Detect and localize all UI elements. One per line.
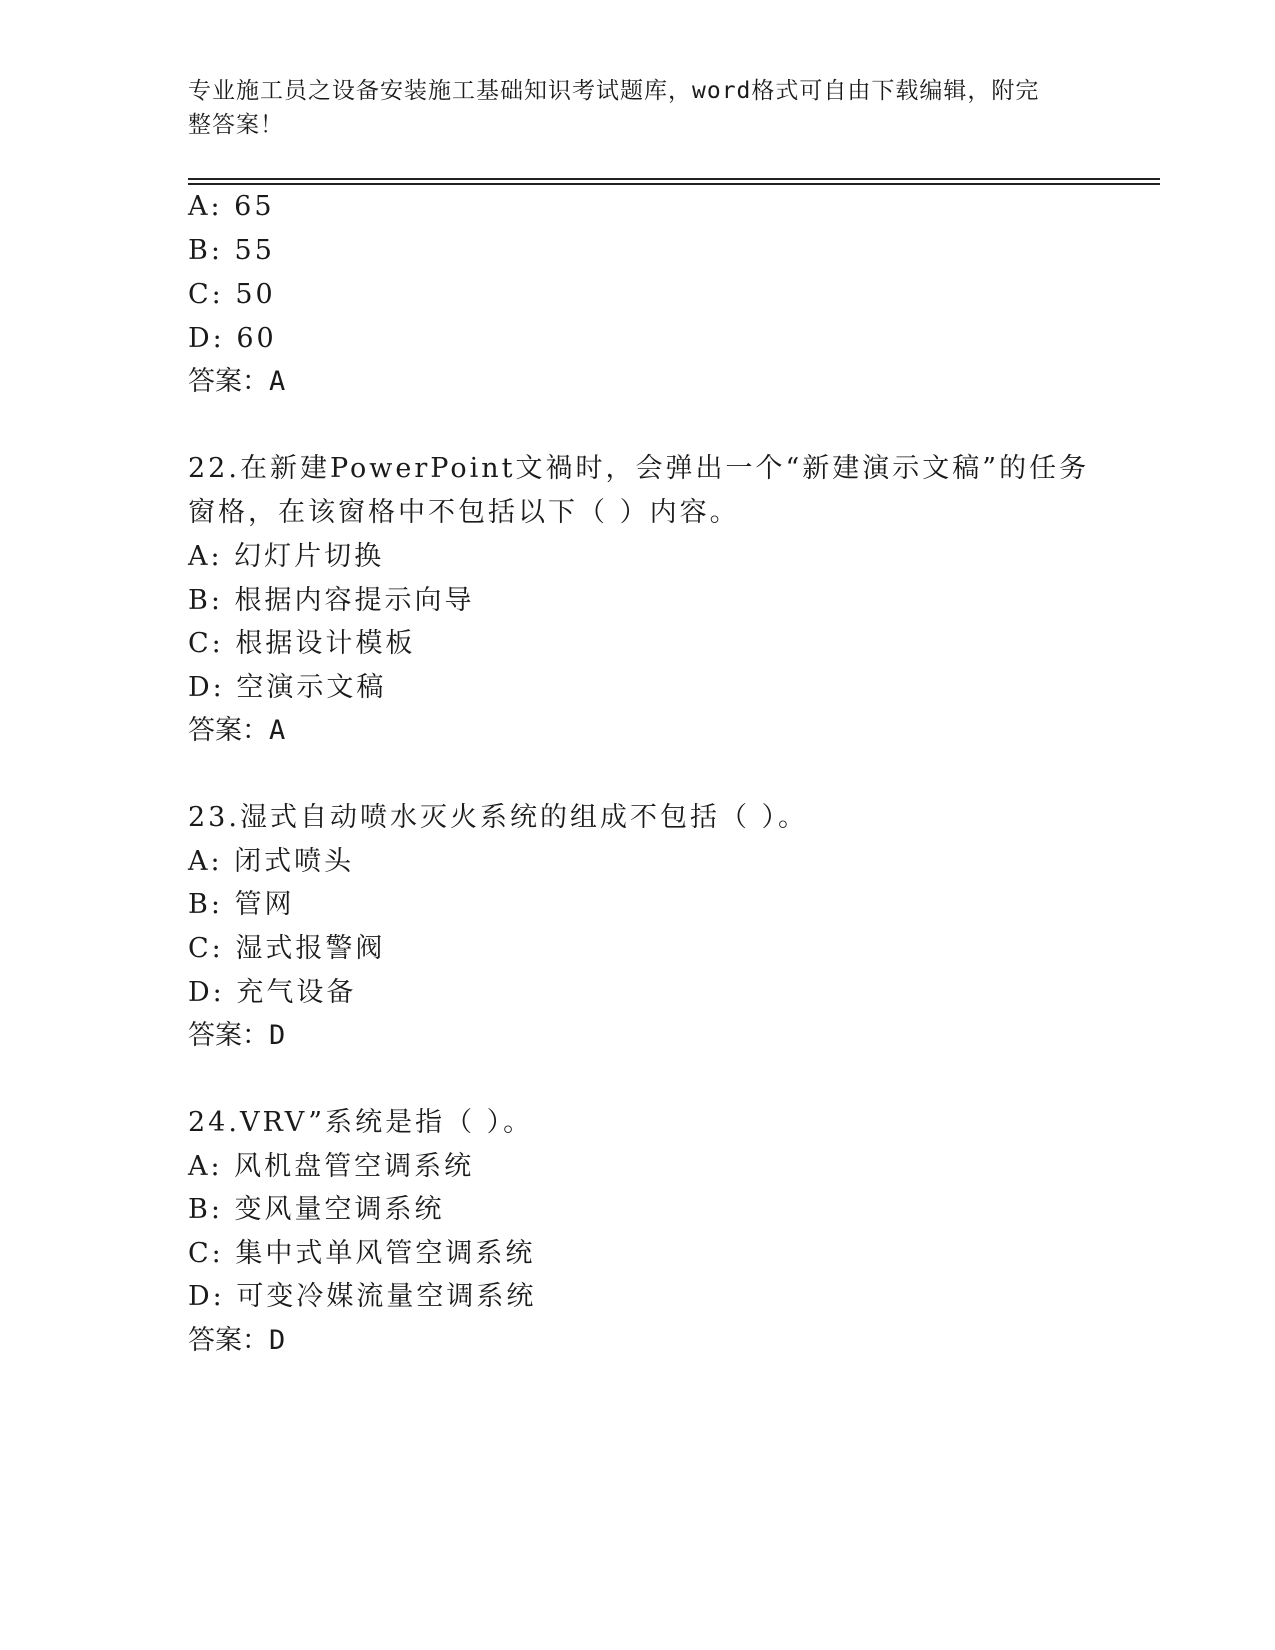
option-a: A: 闭式喷头 (188, 846, 355, 877)
title-line-1: 专业施工员之设备安装施工基础知识考试题库，word格式可自由下载编辑，附完 (188, 78, 1040, 104)
option-c: C: 湿式报警阀 (188, 933, 386, 964)
option-a: A: 风机盘管空调系统 (188, 1151, 475, 1182)
option-c: C: 50 (188, 279, 276, 310)
header-divider-bottom (188, 183, 1160, 185)
question-stem: 23.湿式自动喷水灭火系统的组成不包括（ ）。 (188, 802, 809, 833)
title-line-2: 整答案！ (188, 112, 284, 138)
option-a: A: 65 (188, 191, 275, 222)
option-b: B: 变风量空调系统 (188, 1194, 445, 1225)
question-stem: 22.在新建PowerPoint文禍时，会弹出一个“新建演示文稿”的任务 (188, 453, 1090, 484)
option-c: C: 集中式单风管空调系统 (188, 1238, 536, 1269)
option-a: A: 幻灯片切换 (188, 541, 385, 572)
question-stem: 24.VRV”系统是指（ ）。 (188, 1107, 534, 1138)
header-divider-top (188, 178, 1160, 180)
document-title (188, 74, 1068, 142)
option-b: B: 55 (188, 235, 275, 266)
question-stem-continued: 窗格，在该窗格中不包括以下（ ）内容。 (188, 497, 740, 528)
option-d: D: 空演示文稿 (188, 672, 387, 703)
answer: 答案：D (188, 1325, 286, 1356)
option-b: B: 根据内容提示向导 (188, 585, 475, 616)
option-d: D: 可变冷媒流量空调系统 (188, 1281, 537, 1312)
option-b: B: 管网 (188, 889, 295, 920)
answer: 答案：A (188, 715, 286, 746)
answer: 答案：A (188, 366, 286, 397)
option-c: C: 根据设计模板 (188, 628, 416, 659)
option-d: D: 60 (188, 323, 277, 354)
answer: 答案：D (188, 1020, 286, 1051)
option-d: D: 充气设备 (188, 977, 357, 1008)
